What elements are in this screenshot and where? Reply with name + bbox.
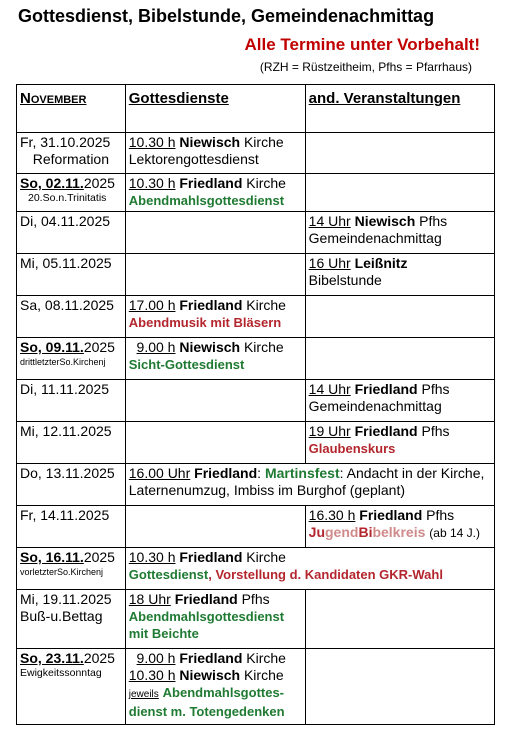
table-row xyxy=(17,212,495,254)
date-cell: Do, 13.11.2025 xyxy=(17,464,126,506)
service-cell-wide: 10.30 h Friedland Kirche Gottesdienst, Vorstellung d. Kandidaten GKR-Wahl xyxy=(125,548,494,590)
table-header-row xyxy=(17,85,495,133)
table-row xyxy=(17,174,495,212)
date-cell: Mi, 19.11.2025 Buß-u.Bettag xyxy=(17,590,126,649)
header-events: and. Veranstaltungen xyxy=(305,85,494,133)
date-cell: Fr, 31.10.2025 Reformation xyxy=(17,133,126,174)
table-row xyxy=(17,133,495,174)
date-cell: Mi, 12.11.2025 xyxy=(17,422,126,464)
service-cell xyxy=(125,212,305,254)
header-month: NOVEMBER xyxy=(17,85,126,133)
date-cell: Di, 04.11.2025 xyxy=(17,212,126,254)
service-cell: 17.00 h Friedland Kirche Abendmusik mit Bläsern xyxy=(125,296,305,338)
event-cell: 16.30 h Friedland Pfhs JugendBibelkreis (ab 14 J.) xyxy=(305,506,494,548)
date-cell: Fr, 14.11.2025 xyxy=(17,506,126,548)
schedule-table xyxy=(16,84,495,725)
service-cell xyxy=(125,380,305,422)
date-cell: Mi, 05.11.2025 xyxy=(17,254,126,296)
service-cell: 10.30 h Niewisch Kirche Lektorengottesdienst xyxy=(125,133,305,174)
table-row xyxy=(17,254,495,296)
service-cell-wide: 16.00 Uhr Friedland: Martinsfest: Andacht in der Kirche, Laternenumzug, Imbiss im Burghof (geplant) xyxy=(125,464,494,506)
table-row xyxy=(17,590,495,649)
table-row xyxy=(17,338,495,380)
table-row xyxy=(17,422,495,464)
event-cell: 16 Uhr Leißnitz Bibelstunde xyxy=(305,254,494,296)
event-cell xyxy=(305,649,494,725)
event-cell xyxy=(305,338,494,380)
date-cell: So, 16.11.2025 vorletzterSo.Kirchenj xyxy=(17,548,126,590)
table-row xyxy=(17,464,495,506)
header-services: Gottesdienste xyxy=(125,85,305,133)
table-row xyxy=(17,506,495,548)
event-cell: 14 Uhr Niewisch Pfhs Gemeindenachmittag xyxy=(305,212,494,254)
table-row xyxy=(17,296,495,338)
table-row xyxy=(17,649,495,725)
service-cell xyxy=(125,422,305,464)
service-cell xyxy=(125,506,305,548)
abbreviation-legend: (RZH = Rüstzeitheim, Pfhs = Pfarrhaus) xyxy=(259,60,472,74)
event-cell xyxy=(305,296,494,338)
date-cell: Di, 11.11.2025 xyxy=(17,380,126,422)
page-title: Gottesdienst, Bibelstunde, Gemeindenachmittag xyxy=(18,6,435,26)
event-cell: 14 Uhr Friedland Pfhs Gemeindenachmittag xyxy=(305,380,494,422)
service-cell xyxy=(125,254,305,296)
service-cell: 10.30 h Friedland Kirche Abendmahlsgottesdienst xyxy=(125,174,305,212)
table-row xyxy=(17,380,495,422)
date-cell: Sa, 08.11.2025 xyxy=(17,296,126,338)
date-cell: So, 09.11.2025 drittletzterSo.Kirchenj xyxy=(17,338,126,380)
service-cell: 9.00 h Niewisch Kirche Sicht-Gottesdienst xyxy=(125,338,305,380)
event-cell xyxy=(305,590,494,649)
service-cell: 18 Uhr Friedland Pfhs Abendmahlsgottesdienst mit Beichte xyxy=(125,590,305,649)
reservation-warning: Alle Termine unter Vorbehalt! xyxy=(244,35,480,54)
event-cell xyxy=(305,133,494,174)
date-cell: So, 23.11.2025 Ewigkeitssonntag xyxy=(17,649,126,725)
event-cell xyxy=(305,174,494,212)
table-row xyxy=(17,548,495,590)
service-cell: 9.00 h Friedland Kirche 10.30 h Niewisch Kirche jeweils Abendmahlsgottes- dienst m. Totengedenken xyxy=(125,649,305,725)
date-cell: So, 02.11.2025 20.So.n.Trinitatis xyxy=(17,174,126,212)
event-cell: 19 Uhr Friedland Pfhs Glaubenskurs xyxy=(305,422,494,464)
